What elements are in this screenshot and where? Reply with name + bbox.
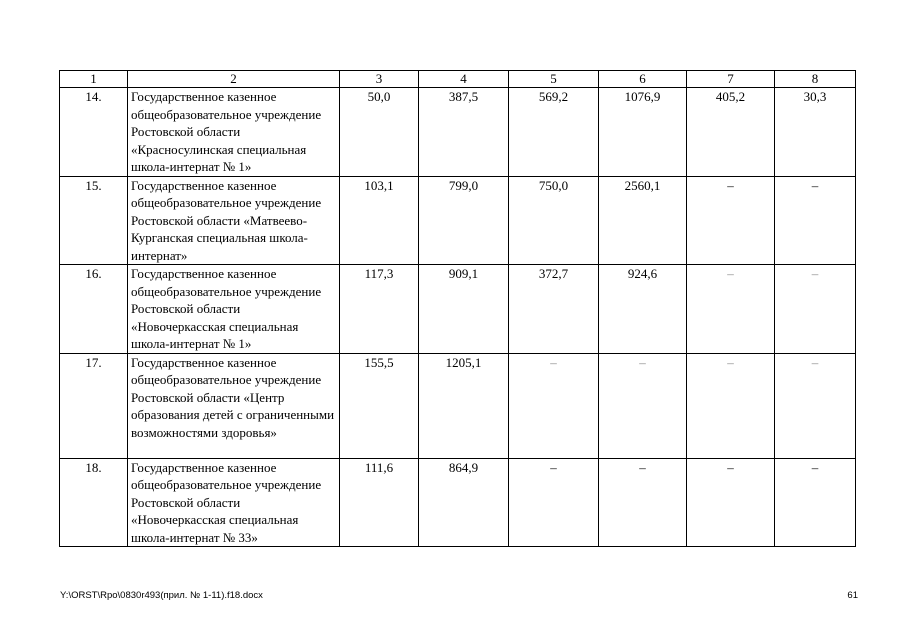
institution-name: Государственное казенное общеобразовательное учреждение Ростовской области «Матвеево-Курганская специальная школа-интернат» [128,176,340,265]
value-col-5: 569,2 [509,88,599,177]
value-col-4: 1205,1 [419,353,509,458]
value-col-8: – [775,176,856,265]
row-number: 18. [60,458,128,547]
header-cell-5: 5 [509,71,599,88]
header-cell-8: 8 [775,71,856,88]
value-col-8: 30,3 [775,88,856,177]
data-table [59,70,856,547]
value-col-3: 117,3 [340,265,419,354]
row-number: 15. [60,176,128,265]
value-col-5: 372,7 [509,265,599,354]
table-row [60,88,856,177]
institution-name: Государственное казенное общеобразовательное учреждение Ростовской области «Красносулинская специальная школа-интернат № 1» [128,88,340,177]
value-col-8: – [775,265,856,354]
table-row [60,353,856,458]
value-col-7: – [687,353,775,458]
header-cell-2: 2 [128,71,340,88]
row-number: 14. [60,88,128,177]
institution-name: Государственное казенное общеобразовательное учреждение Ростовской области «Новочеркасская специальная школа-интернат № 1» [128,265,340,354]
header-cell-1: 1 [60,71,128,88]
value-col-6: – [599,458,687,547]
header-row [60,71,856,88]
header-cell-7: 7 [687,71,775,88]
value-col-8: – [775,458,856,547]
value-col-7: – [687,265,775,354]
page-number: 61 [847,590,858,601]
value-col-5: – [509,458,599,547]
value-col-5: 750,0 [509,176,599,265]
row-number: 16. [60,265,128,354]
value-col-7: – [687,176,775,265]
value-col-3: 50,0 [340,88,419,177]
value-col-6: 1076,9 [599,88,687,177]
row-number: 17. [60,353,128,458]
header-cell-4: 4 [419,71,509,88]
table-row [60,176,856,265]
value-col-3: 111,6 [340,458,419,547]
header-cell-6: 6 [599,71,687,88]
value-col-7: – [687,458,775,547]
table-row [60,265,856,354]
value-col-4: 387,5 [419,88,509,177]
header-cell-3: 3 [340,71,419,88]
value-col-6: 924,6 [599,265,687,354]
value-col-4: 799,0 [419,176,509,265]
institution-name: Государственное казенное общеобразовательное учреждение Ростовской области «Центр образования детей с ограниченными возможностями здоровья» [128,353,340,458]
value-col-3: 155,5 [340,353,419,458]
value-col-4: 864,9 [419,458,509,547]
value-col-4: 909,1 [419,265,509,354]
value-col-6: 2560,1 [599,176,687,265]
value-col-6: – [599,353,687,458]
table-row [60,458,856,547]
value-col-5: – [509,353,599,458]
value-col-8: – [775,353,856,458]
value-col-3: 103,1 [340,176,419,265]
footer-file-path: Y:\ORST\Rpo\0830r493(прил. № 1-11).f18.docx [60,590,263,601]
value-col-7: 405,2 [687,88,775,177]
institution-name: Государственное казенное общеобразовательное учреждение Ростовской области «Новочеркасская специальная школа-интернат № 33» [128,458,340,547]
